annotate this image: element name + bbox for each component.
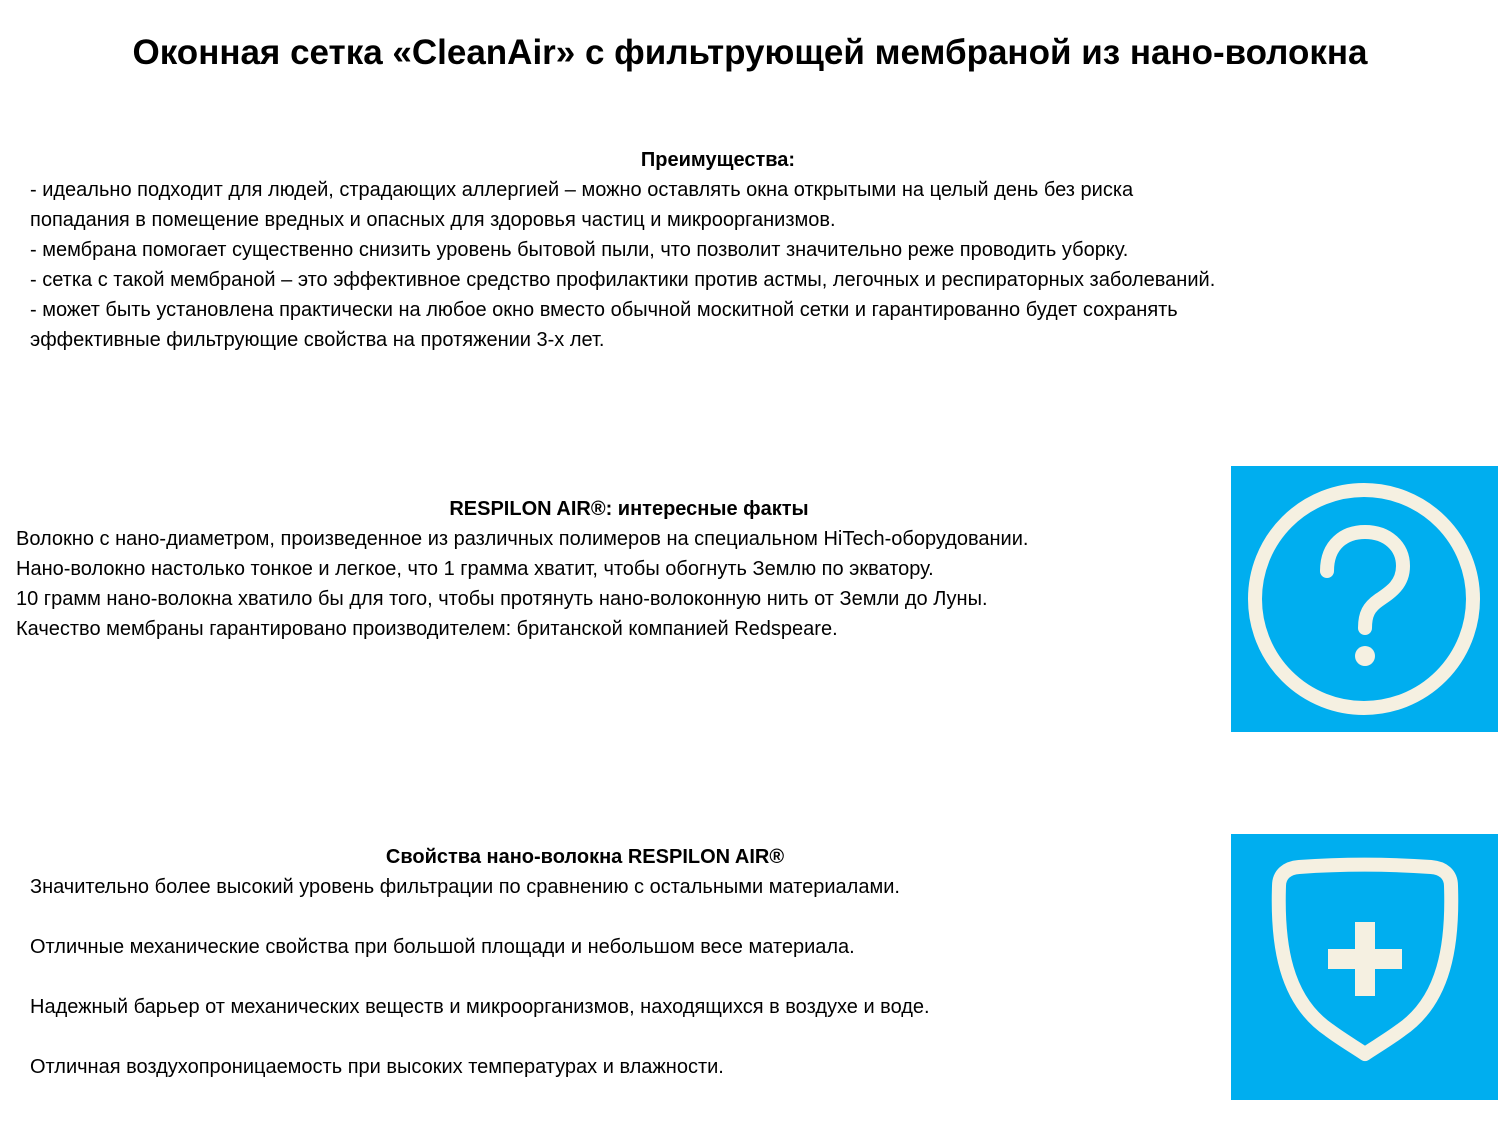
shield-tile [1231, 834, 1498, 1100]
question-circle-icon [1231, 466, 1498, 732]
list-item: Значительно более высокий уровень фильтрации по сравнению с остальными материалами. [30, 876, 900, 898]
list-item: Нано-волокно настолько тонкое и легкое, что 1 грамма хватит, чтобы обогнуть Землю по экватору. [16, 558, 934, 580]
list-item: Отличная воздухопроницаемость при высоких температурах и влажности. [30, 1056, 724, 1078]
list-item: - мембрана помогает существенно снизить уровень бытовой пыли, что позволит значительно реже проводить уборку. [30, 239, 1129, 261]
list-item: попадания в помещение вредных и опасных для здоровья частиц и микроорганизмов. [30, 209, 836, 231]
advantages-list [30, 175, 1215, 355]
list-item: 10 грамм нано-волокна хватило бы для того, чтобы протянуть нано-волоконную нить от Земли до Луны. [16, 588, 988, 610]
advantages-heading: Преимущества: [640, 149, 796, 171]
list-item: - может быть установлена практически на любое окно вместо обычной москитной сетки и гарантированно будет сохранять [30, 299, 1178, 321]
list-item: - сетка с такой мембраной – это эффективное средство профилактики против астмы, легочных и респираторных заболеваний. [30, 269, 1216, 291]
properties-list [30, 872, 930, 1112]
question-tile [1231, 466, 1498, 732]
facts-heading: RESPILON AIR®: интересные факты [449, 498, 809, 520]
properties-heading: Свойства нано-волокна RESPILON AIR® [385, 846, 785, 868]
list-item: Качество мембраны гарантировано производителем: британской компанией Redspeare. [16, 618, 838, 640]
list-item: Отличные механические свойства при большой площади и небольшом весе материала. [30, 936, 855, 958]
list-item: Надежный барьер от механических веществ и микроорганизмов, находящихся в воздухе и воде. [30, 996, 930, 1018]
page-title: Оконная сетка «CleanAir» с фильтрующей мембраной из нано-волокна [132, 33, 1368, 72]
list-item: эффективные фильтрующие свойства на протяжении 3-х лет. [30, 329, 605, 351]
list-item: Волокно с нано-диаметром, произведенное из различных полимеров на специальном HiTech-оборудовании. [16, 528, 1029, 550]
facts-list [16, 524, 1028, 644]
shield-plus-icon [1231, 834, 1498, 1100]
list-item: - идеально подходит для людей, страдающих аллергией – можно оставлять окна открытыми на целый день без риска [30, 179, 1134, 201]
